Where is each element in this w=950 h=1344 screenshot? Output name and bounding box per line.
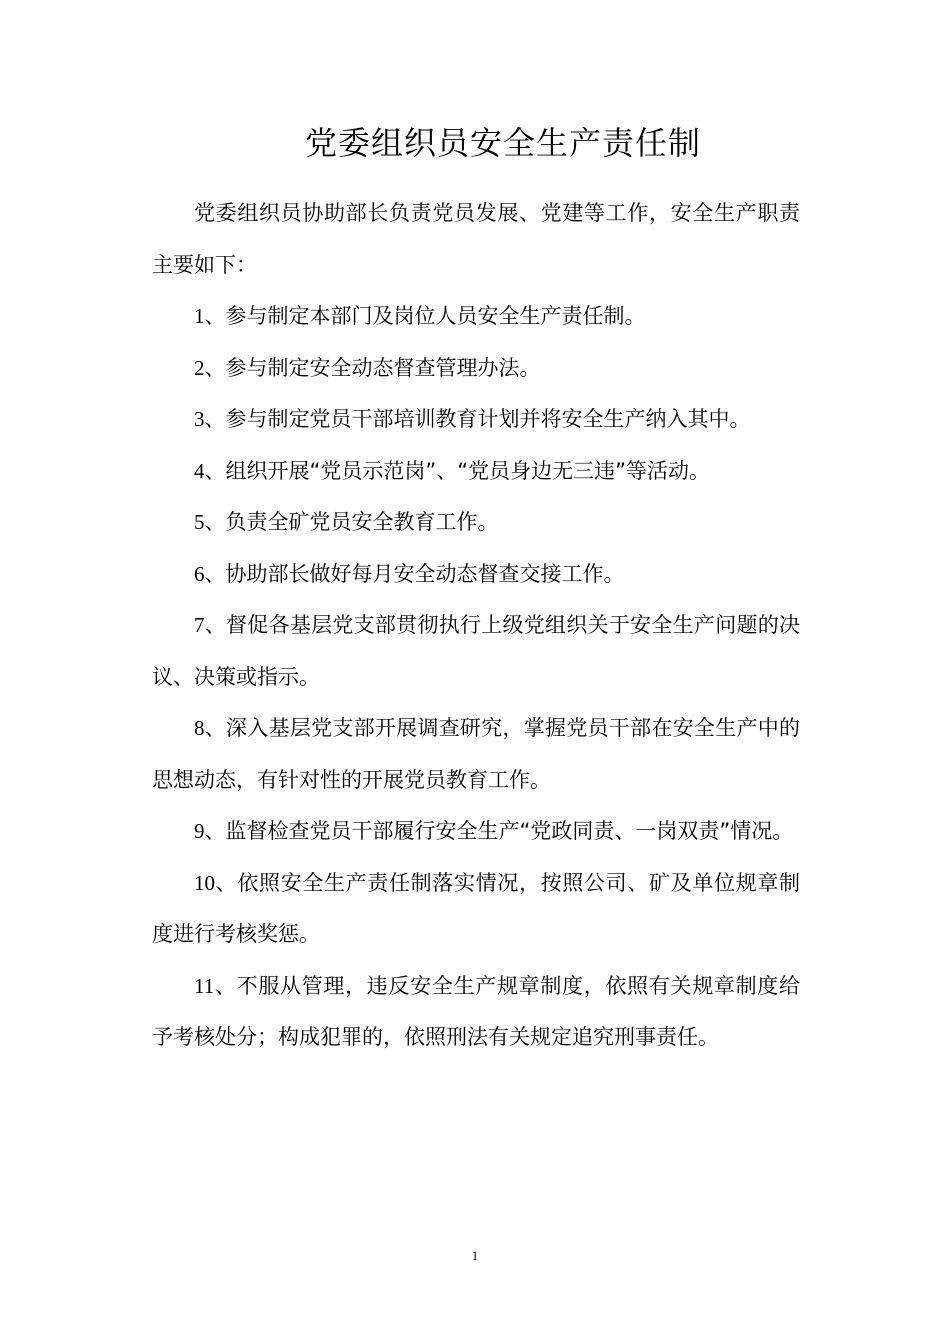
item-text: 、协助部长做好每月安全动态督查交接工作。 <box>204 561 625 586</box>
item-number: 2 <box>194 355 205 380</box>
list-item <box>152 858 800 961</box>
list-item <box>152 343 800 395</box>
item-text: 、参与制定本部门及岗位人员安全生产责任制。 <box>204 304 646 328</box>
item-number: 11 <box>194 973 215 998</box>
list-item <box>152 806 800 858</box>
item-number: 4 <box>194 458 205 483</box>
item-number: 1 <box>194 304 205 328</box>
list-item <box>152 497 800 549</box>
item-text: 、深入基层党支部开展调查研究，掌握党员干部在安全生产中的思想动态，有针对性的开展党员教育工作。 <box>152 716 800 792</box>
list-item <box>152 600 800 703</box>
item-number: 5 <box>194 510 205 534</box>
page-number: 1 <box>471 1248 479 1263</box>
list-item <box>152 549 800 601</box>
list-item <box>152 291 800 343</box>
list-item <box>152 394 800 446</box>
item-text: 、负责全矿党员安全教育工作。 <box>204 510 499 534</box>
document-title: 党委组织员安全生产责任制 <box>304 124 701 162</box>
item-number: 6 <box>194 561 205 586</box>
item-text: 、参与制定党员干部培训教育计划并将安全生产纳入其中。 <box>204 407 751 431</box>
item-text: 、组织开展“党员示范岗”、“党员身边无三违”等活动。 <box>204 458 711 483</box>
item-text: 、参与制定安全动态督查管理办法。 <box>204 355 541 380</box>
item-number: 10 <box>194 870 215 895</box>
item-text: 、督促各基层党支部贯彻执行上级党组织关于安全生产问题的决议、决策或指示。 <box>152 613 800 689</box>
item-text: 、不服从管理，违反安全生产规章制度，依照有关规章制度给予考核处分；构成犯罪的，依照刑法有关规定追究刑事责任。 <box>152 973 800 1049</box>
item-number: 3 <box>194 407 205 431</box>
intro-paragraph: 党委组织员协助部长负责党员发展、党建等工作，安全生产职责主要如下： <box>152 201 800 277</box>
document-body <box>152 188 800 1064</box>
list-item <box>152 703 800 806</box>
list-item <box>152 446 800 498</box>
item-text: 、依照安全生产责任制落实情况，按照公司、矿及单位规章制度进行考核奖惩。 <box>152 870 800 946</box>
list-item <box>152 961 800 1064</box>
item-number: 9 <box>194 819 205 843</box>
item-number: 7 <box>194 613 205 637</box>
item-text: 、监督检查党员干部履行安全生产“党政同责、一岗双责”情况。 <box>204 819 794 843</box>
item-number: 8 <box>194 716 205 740</box>
